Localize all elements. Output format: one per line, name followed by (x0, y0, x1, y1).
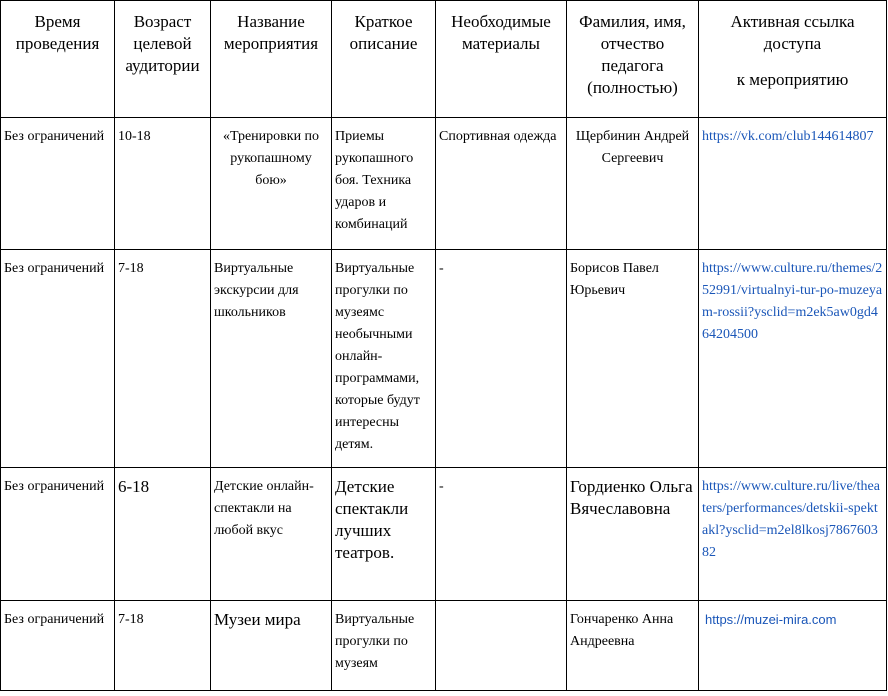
cell-link (699, 468, 887, 601)
cell-description: Виртуальные прогулки по музеямс необычными онлайн-программами, которые будут интересны детям. (332, 250, 436, 468)
cell-materials: Спортивная одежда (436, 118, 567, 250)
cell-description: Виртуальные прогулки по музеям (332, 601, 436, 691)
cell-teacher: Щербинин Андрей Сергеевич (567, 118, 699, 250)
header-row (1, 1, 887, 118)
cell-teacher: Гордиенко Ольга Вячеславовна (567, 468, 699, 601)
cell-time: Без ограничений (1, 468, 115, 601)
header-materials: Необходимые материалы (436, 1, 567, 118)
cell-link (699, 118, 887, 250)
cell-age: 7-18 (115, 250, 211, 468)
cell-age: 7-18 (115, 601, 211, 691)
cell-time: Без ограничений (1, 250, 115, 468)
table-row (1, 601, 887, 691)
cell-time: Без ограничений (1, 601, 115, 691)
cell-age: 6-18 (115, 468, 211, 601)
header-link (699, 1, 887, 118)
header-link-line1: Активная ссылка доступа (730, 12, 855, 53)
cell-description: Детские спектакли лучших театров. (332, 468, 436, 601)
cell-materials: - (436, 468, 567, 601)
cell-link (699, 250, 887, 468)
cell-time: Без ограничений (1, 118, 115, 250)
cell-name: Музеи мира (211, 601, 332, 691)
cell-name: Виртуальные экскурсии для школьников (211, 250, 332, 468)
cell-materials (436, 601, 567, 691)
header-name: Название мероприятия (211, 1, 332, 118)
cell-materials: - (436, 250, 567, 468)
cell-teacher: Борисов Павел Юрьевич (567, 250, 699, 468)
table-row (1, 468, 887, 601)
cell-teacher: Гончаренко Анна Андреевна (567, 601, 699, 691)
cell-description: Приемы рукопашного боя. Техника ударов и комбинаций (332, 118, 436, 250)
header-time: Время проведения (1, 1, 115, 118)
event-link[interactable]: https://muzei-mira.com (705, 612, 837, 627)
cell-age: 10-18 (115, 118, 211, 250)
table-row (1, 118, 887, 250)
cell-name: «Тренировки по рукопашному бою» (211, 118, 332, 250)
event-link[interactable]: https://www.culture.ru/live/theaters/performances/detskii-spektakl?ysclid=m2el8lkosj786760382 (702, 479, 880, 560)
header-description: Краткое описание (332, 1, 436, 118)
event-link[interactable]: https://www.culture.ru/themes/252991/virtualnyi-tur-po-muzeyam-rossii?ysclid=m2ek5aw0gd464204500 (702, 261, 883, 342)
header-age: Возраст целевой аудитории (115, 1, 211, 118)
table-row (1, 250, 887, 468)
cell-name: Детские онлайн-спектакли на любой вкус (211, 468, 332, 601)
header-teacher: Фамилия, имя, отчество педагога (полностью) (567, 1, 699, 118)
header-link-line2: к мероприятию (736, 70, 849, 89)
cell-link (699, 601, 887, 691)
event-link[interactable]: https://vk.com/club144614807 (702, 129, 874, 144)
